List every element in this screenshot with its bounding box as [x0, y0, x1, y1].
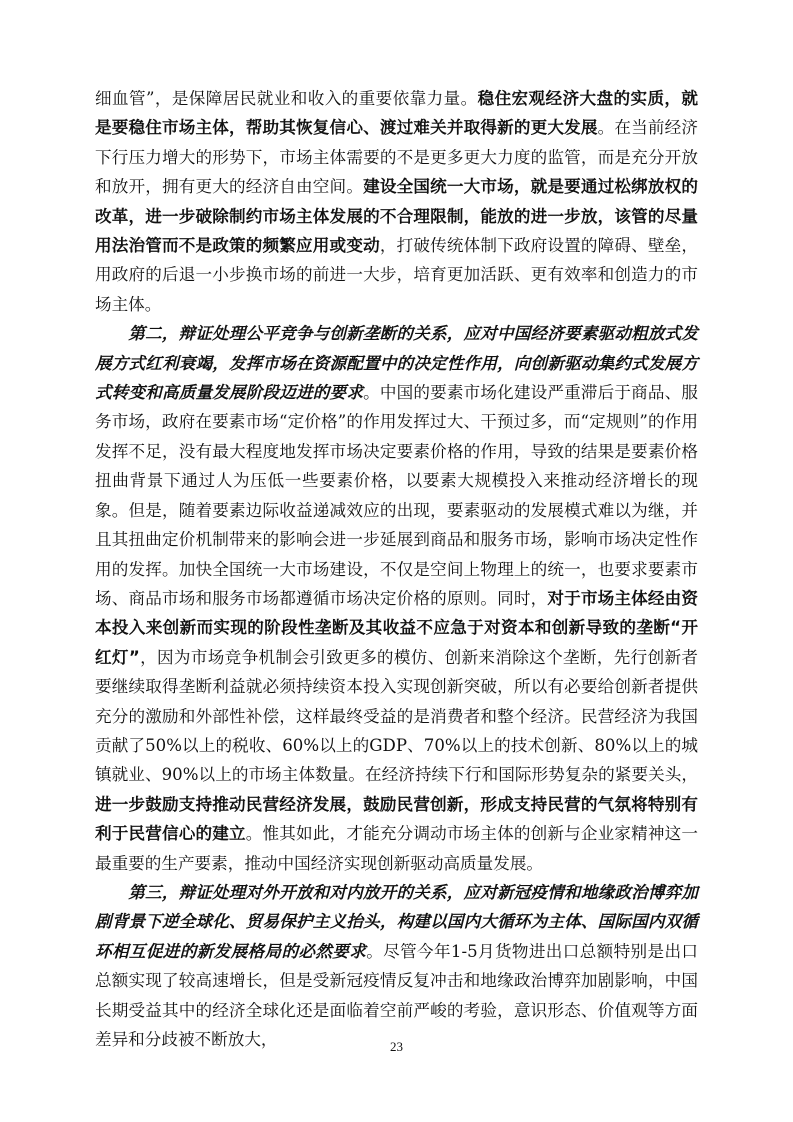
paragraph [95, 84, 698, 319]
section-lead-text: 第三，辩证处理对外开放和对内放开的关系，应对新冠疫情和地缘政治博弈加剧背景下逆全球化、贸易保护主义抬头，构建以国内大循环为主体、国际国内双循环相互促进的新发展格局的必然要求 [95, 881, 698, 961]
paragraph [95, 319, 698, 878]
body-text [95, 84, 698, 1054]
bold-emphasis-text: 建设全国统一大市场，就是要通过松绑放权的改革，进一步破除制约市场主体发展的不合理限制，能放的进一步放，该管的尽量用法治管而不是政策的频繁应用或变动 [95, 177, 699, 256]
body-text-run: 。尽管今年1-5月货物进出口总额特别是出口总额实现了较高速增长，但是受新冠疫情反复冲击和地缘政治博弈加剧影响，中国长期受益其中的经济全球化还是面临着空前严峻的考验，意识形态、价值观等方面差异和分歧被不断放大， [95, 941, 698, 1049]
paragraph [95, 878, 698, 1054]
body-text-run: 细血管”，是保障居民就业和收入的重要依靠力量。 [95, 89, 478, 108]
body-text-run: ，因为市场竞争机制会引致更多的模仿、创新来消除这个垄断，先行创新者要继续取得垄断利益就必须持续资本投入实现创新突破，所以有必要给创新者提供充分的激励和外部性补偿，这样最终受益的是消费者和整个经济。民营经济为我国贡献了50%以上的税收、60%以上的GDP、70%以上的技术创新、80%以上的城镇就业、90%以上的市场主体数量。在经济持续下行和国际形势复杂的紧要关头， [95, 647, 699, 785]
bold-emphasis-text: 稳住宏观经济大盘的实质，就是要稳住市场主体，帮助其恢复信心、渡过难关并取得新的更大发展 [95, 89, 699, 138]
section-lead-text: 第二，辩证处理公平竞争与创新垄断的关系，应对中国经济要素驱动粗放式发展方式红利衰竭，发挥市场在资源配置中的决定性作用，向创新驱动集约式发展方式转变和高质量发展阶段迈进的要求 [95, 323, 698, 403]
bold-emphasis-text: 进一步鼓励支持推动民营经济发展，鼓励民营创新，形成支持民营的气氛将特别有利于民营信心的建立 [95, 794, 698, 844]
body-text-run: ，打破传统体制下政府设置的障碍、壁垒，用政府的后退一小步换市场的前进一大步，培育更加活跃、更有效率和创造力的市场主体。 [95, 236, 699, 314]
body-text-run: 。中国的要素市场化建设严重滞后于商品、服务市场，政府在要素市场“定价格”的作用发挥过大、干预过多，而“定规则”的作用发挥不足，没有最大程度地发挥市场决定要素价格的作用，导致的结果是要素价格扭曲背景下通过人为压低一些要素价格，以要素大规模投入来推动经济增长的现象。但是，随着要素边际收益递减效应的出现，要素驱动的发展模式难以为继，并且其扭曲定价机制带来的影响会进一步延展到商品和服务市场，影响市场决定性作用的发挥。加快全国统一大市场建设，不仅是空间上物理上的统一，也要求要素市场、商品市场和服务市场都遵循市场决定价格的原则。同时， [95, 383, 699, 608]
body-text-run: 。惟其如此，才能充分调动市场主体的创新与企业家精神这一最重要的生产要素，推动中国经济实现创新驱动高质量发展。 [95, 824, 699, 873]
body-text-run: 。在当前经济下行压力增大的形势下，市场主体需要的不是更多更大力度的监管，而是充分开放和放开，拥有更大的经济自由空间。 [95, 118, 699, 197]
page-number: 23 [390, 1039, 403, 1054]
bold-emphasis-text: 对于市场主体经由资本投入来创新而实现的阶段性垄断及其收益不应急于对资本和创新导致的垄断“开红灯” [95, 588, 699, 667]
